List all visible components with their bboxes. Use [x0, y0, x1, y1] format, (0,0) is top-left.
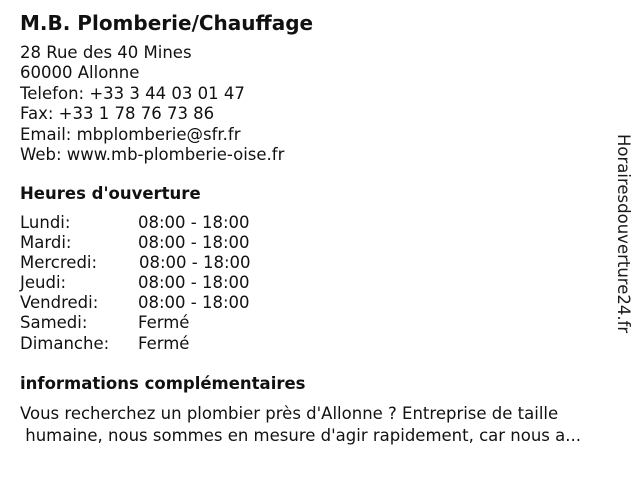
time-value: 08:00 - 18:00 [138, 273, 250, 293]
business-name: M.B. Plomberie/Chauffage [20, 11, 314, 35]
day-label: Mardi: [20, 233, 72, 253]
business-description [20, 403, 620, 447]
day-label: Lundi: [20, 213, 71, 232]
time-value: 08:00 - 18:00 [138, 213, 250, 232]
time-value: 08:00 - 18:00 [138, 233, 250, 253]
hours-row-friday [20, 293, 320, 313]
hours-row-saturday [20, 313, 320, 333]
day-label: Jeudi: [20, 273, 67, 293]
email-address: Email: mbplomberie@sfr.fr [20, 124, 241, 144]
day-label: Mercredi: [20, 253, 98, 273]
contact-block [20, 43, 284, 165]
site-watermark [612, 134, 634, 374]
time-value: 08:00 - 18:00 [138, 293, 250, 313]
address-street: 28 Rue des 40 Mines [20, 43, 192, 62]
opening-hours-heading: Heures d'ouverture [20, 184, 201, 203]
time-value: Fermé [138, 313, 190, 333]
hours-row-thursday [20, 273, 320, 293]
hours-row-monday [20, 213, 320, 233]
hours-row-tuesday [20, 233, 320, 253]
additional-info-heading: informations complémentaires [20, 374, 306, 393]
time-value: 08:00 - 18:00 [139, 253, 251, 273]
description-line: humaine, nous sommes en mesure d'agir rapidement, car nous a... [20, 426, 581, 445]
phone-number: Telefon: +33 3 44 03 01 47 [20, 83, 245, 103]
day-label: Vendredi: [20, 293, 99, 313]
time-value: Fermé [138, 333, 190, 353]
hours-row-sunday [20, 334, 320, 354]
website-address: Web: www.mb-plomberie-oise.fr [20, 145, 285, 165]
watermark-text: Horairesdouverture24.fr [614, 134, 633, 334]
day-label: Dimanche: [20, 333, 110, 353]
opening-hours-list [20, 213, 320, 354]
hours-row-wednesday [20, 253, 320, 273]
fax-number: Fax: +33 1 78 76 73 86 [20, 104, 215, 124]
day-label: Samedi: [20, 313, 88, 333]
address-city: 60000 Allonne [20, 63, 140, 83]
description-line: Vous recherchez un plombier près d'Allonne ? Entreprise de taille [20, 404, 559, 423]
